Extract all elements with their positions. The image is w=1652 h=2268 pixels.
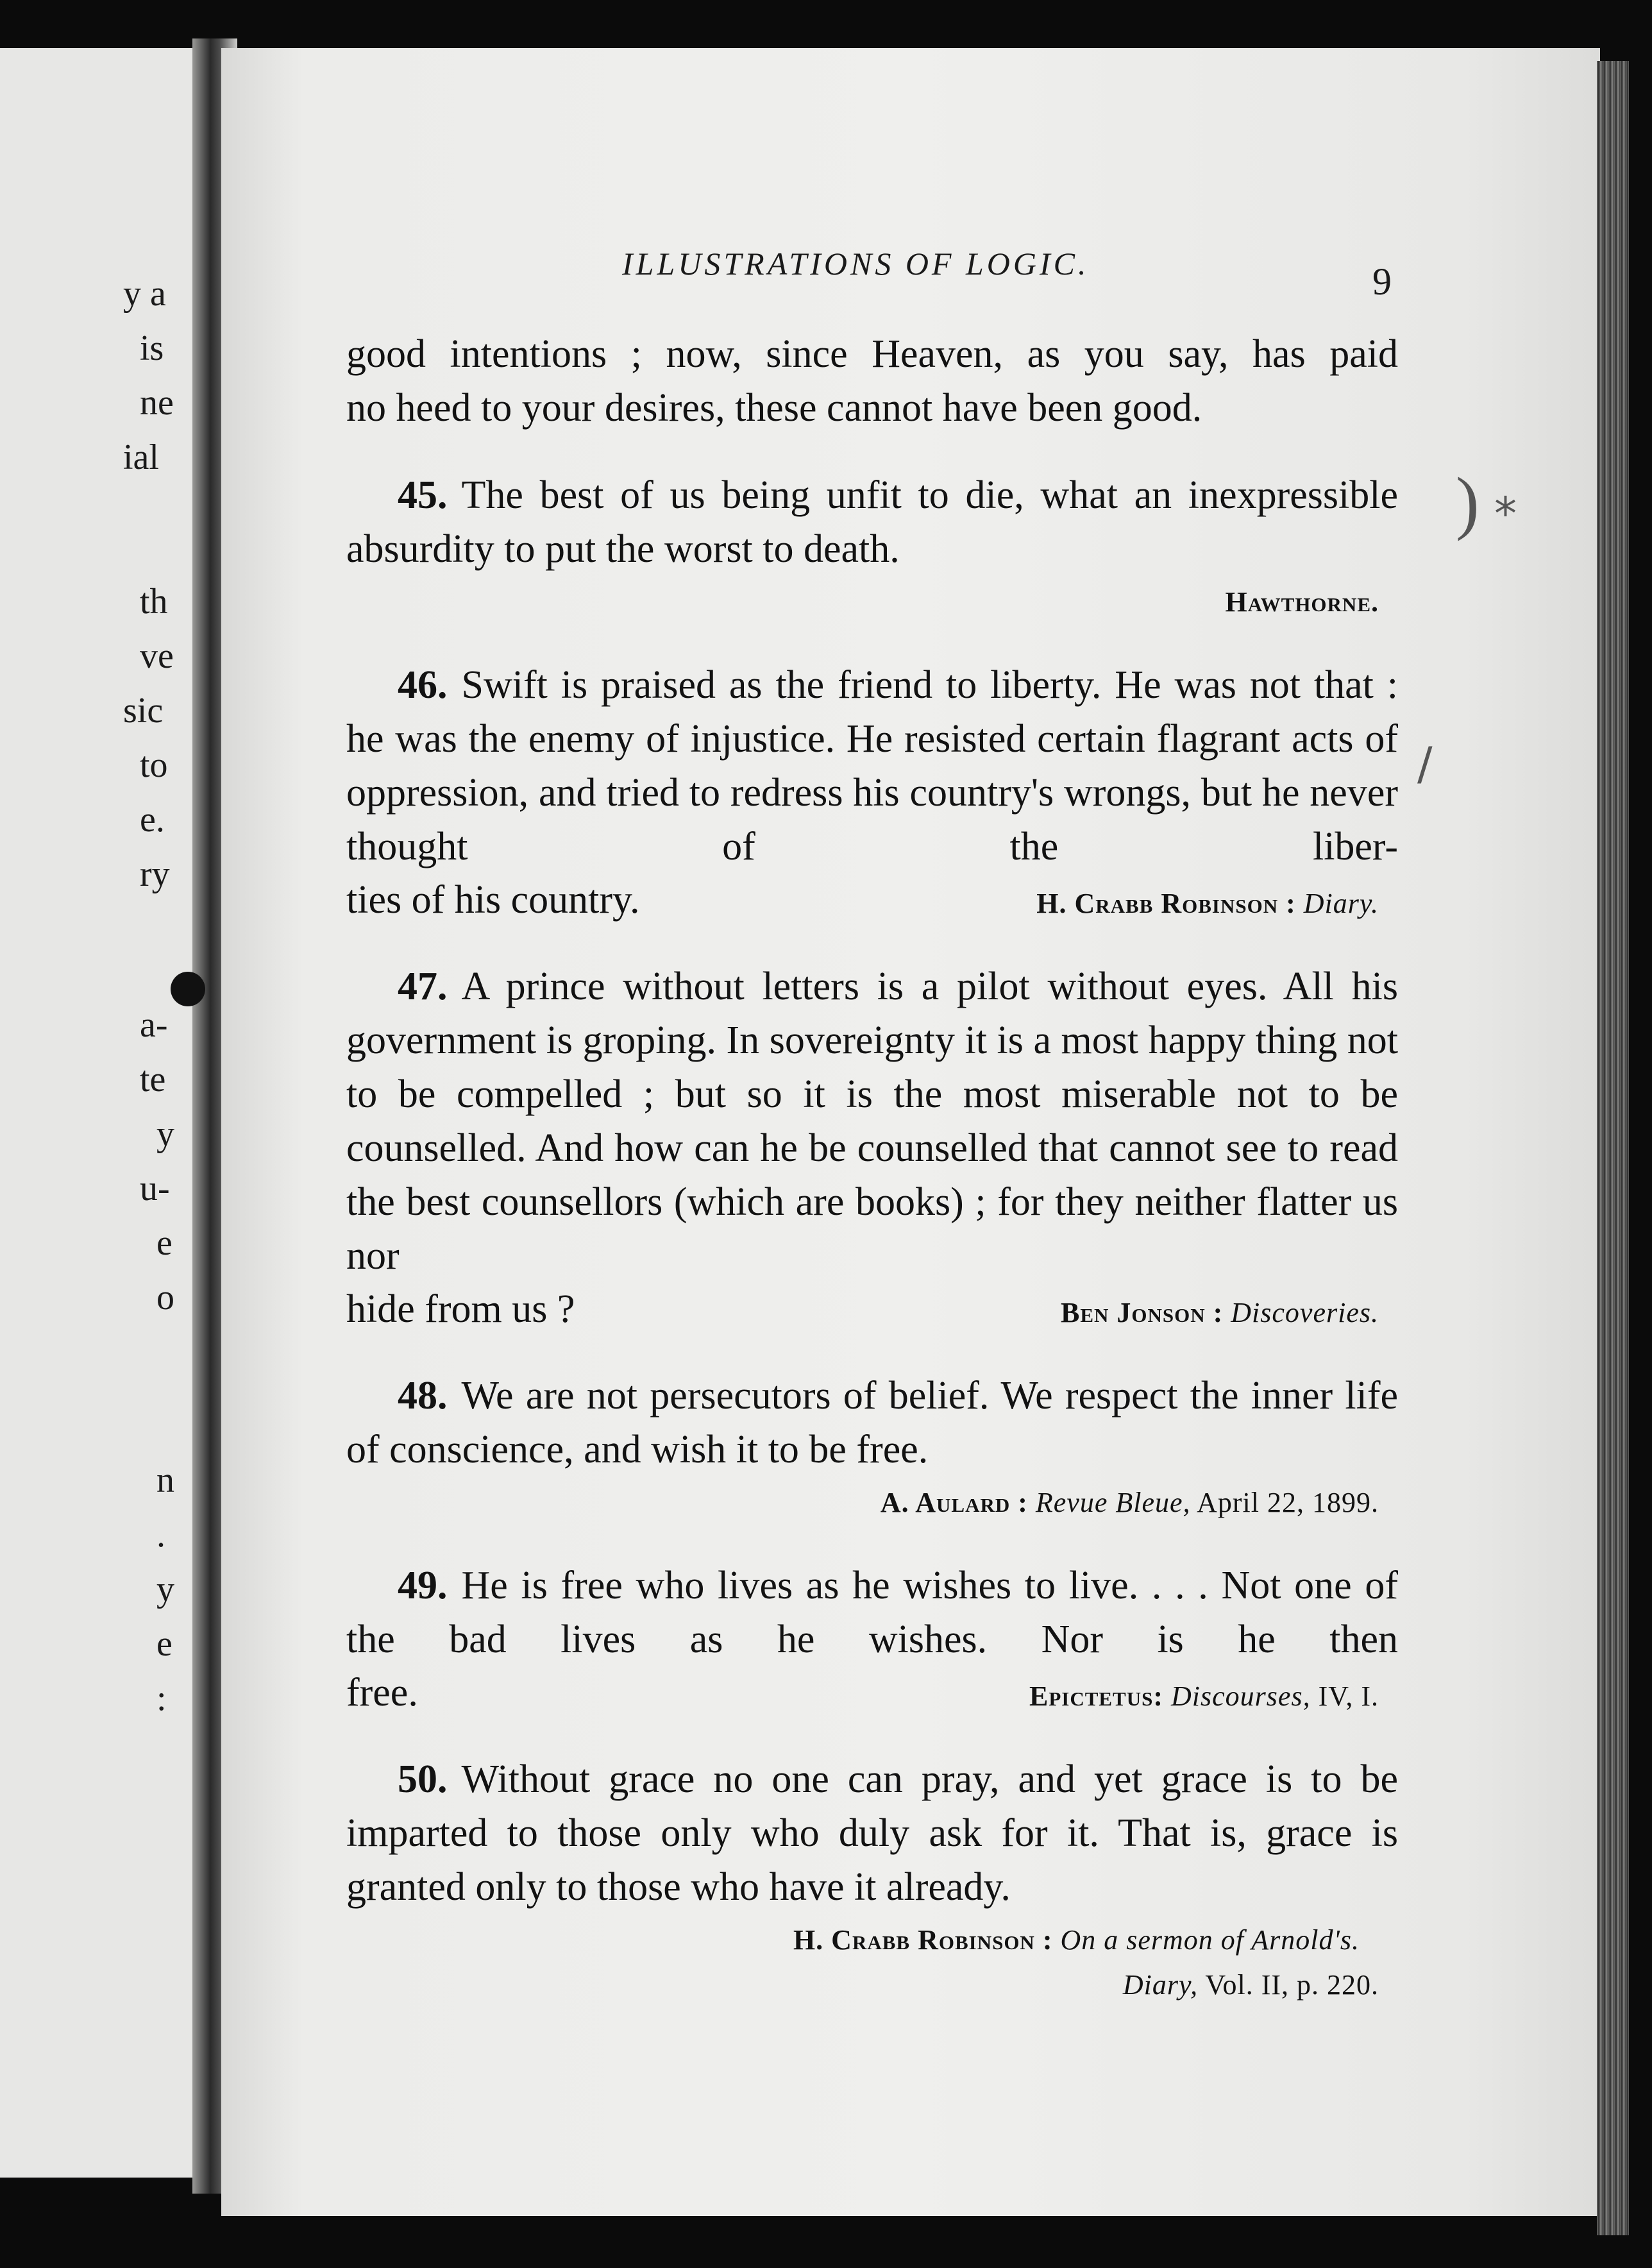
left-page-fragment: : [156,1679,167,1718]
left-page-fragment: to [140,745,168,785]
entry-text: We are not persecutors of belief. We respect the inner life of conscience, and wish it to be free. [346,1374,1398,1471]
attribution [346,580,1398,625]
attribution-reference: Vol. II, p. 220. [1205,1969,1379,2001]
entry-number: 48. [398,1374,448,1418]
entry-number: 50. [398,1757,448,1801]
left-page-fragment: y [156,1114,174,1154]
binding-hole [171,972,205,1006]
entry-text: Without grace no one can pray, and yet grace is to be imparted to those only who duly ask for it. That is, grace is granted only to those who have it already. [346,1757,1398,1909]
entry-49 [346,1559,1398,1719]
margin-slash: / [1417,738,1433,790]
left-page-fragment: is [140,328,164,368]
page-number: 9 [1372,260,1392,303]
attribution-work: Revue Bleue, [1035,1487,1191,1518]
left-page-fragment: sic [123,691,164,731]
attribution-work: On a sermon of Arnold's. [1060,1924,1360,1956]
attribution [346,1918,1398,1963]
margin-bracket: ) [1456,463,1479,541]
attribution-work-2: Diary, [1122,1969,1199,2001]
entry-text: Swift is praised as the friend to liberty. He was not that : he was the enemy of injustice. He resisted certain flagrant acts of oppression, and tried to redress his country's wrongs, but he never thought of the liber- [346,663,1398,868]
attribution [346,877,1398,926]
entry-47 [346,960,1398,1335]
entry-48 [346,1369,1398,1525]
left-page-fragment: u- [140,1169,170,1208]
page-body [346,327,1398,2008]
attribution [346,1670,1398,1719]
entry-last-line: free. [346,1671,418,1714]
attribution-author: A. Aulard : [880,1487,1028,1518]
attribution-author: H. Crabb Robinson : [1036,888,1296,919]
entry-number: 47. [398,965,448,1008]
left-page [0,48,212,2178]
attribution-author: Ben Jonson : [1060,1297,1224,1328]
left-page-fragment: n [156,1460,174,1500]
left-page-fragment: ve [140,636,174,676]
attribution-work: Discoveries. [1231,1297,1379,1328]
entry-text: He is free who lives as he wishes to live. . . . Not one of the bad lives as he wishes. Nor is he then [346,1564,1398,1661]
entry-text: A prince without letters is a pilot without eyes. All his government is groping. In sovereignty it is a most happy thing not to be compelled ; but so it is the most miserable not to be counselled. And how can he be counselled that cannot see to read the best counsellors (which are books) ; for they neither flatter us nor [346,965,1398,1278]
left-page-fragment: e. [140,800,165,840]
left-page-fragment: th [140,582,168,622]
left-page-fragment: ne [140,383,174,423]
attribution-work: Diary. [1303,888,1379,919]
left-page-fragment: e [156,1223,173,1263]
attribution [346,1287,1398,1335]
page-edge [1597,61,1629,2235]
entry-50 [346,1752,1398,2008]
left-page-fragment: ry [140,854,170,894]
attribution-author: H. Crabb Robinson : [793,1924,1053,1956]
entry-number: 46. [398,663,448,707]
margin-asterisk: * [1494,487,1517,540]
running-head: ILLUSTRATIONS OF LOGIC. [622,246,1090,282]
left-page-fragment: o [156,1278,174,1317]
entry-last-line: ties of his country. [346,878,640,922]
entry-number: 45. [398,473,448,517]
left-page-fragment: . [156,1515,165,1555]
entry-last-line: hide from us ? [346,1287,575,1331]
left-page-fragment: a- [140,1005,168,1045]
left-page-fragment: ial [123,437,159,477]
attribution-work: Discourses, [1171,1680,1311,1712]
attribution-author: Epictetus: [1029,1680,1164,1712]
entry-number: 49. [398,1564,448,1607]
continuation-line-2: no heed to your desires, these cannot have been good. [346,386,1202,430]
left-page-fragment: y a [123,274,166,314]
entry-text: The best of us being unfit to die, what an inexpressible absurdity to put the worst to death. [346,473,1398,571]
entry-46 [346,658,1398,926]
attribution-reference: IV, I. [1318,1680,1379,1712]
continuation-line-1: good intentions ; now, since Heaven, as you say, has paid [346,332,1398,376]
attribution-date: April 22, 1899. [1197,1487,1379,1518]
attribution [346,1480,1398,1525]
left-page-fragment: e [156,1624,173,1664]
left-page-fragment: te [140,1060,166,1099]
entry-45 [346,468,1398,625]
attribution-line-2 [346,1963,1398,2008]
attribution-author: Hawthorne. [1225,586,1379,618]
left-page-fragment: y [156,1570,174,1609]
